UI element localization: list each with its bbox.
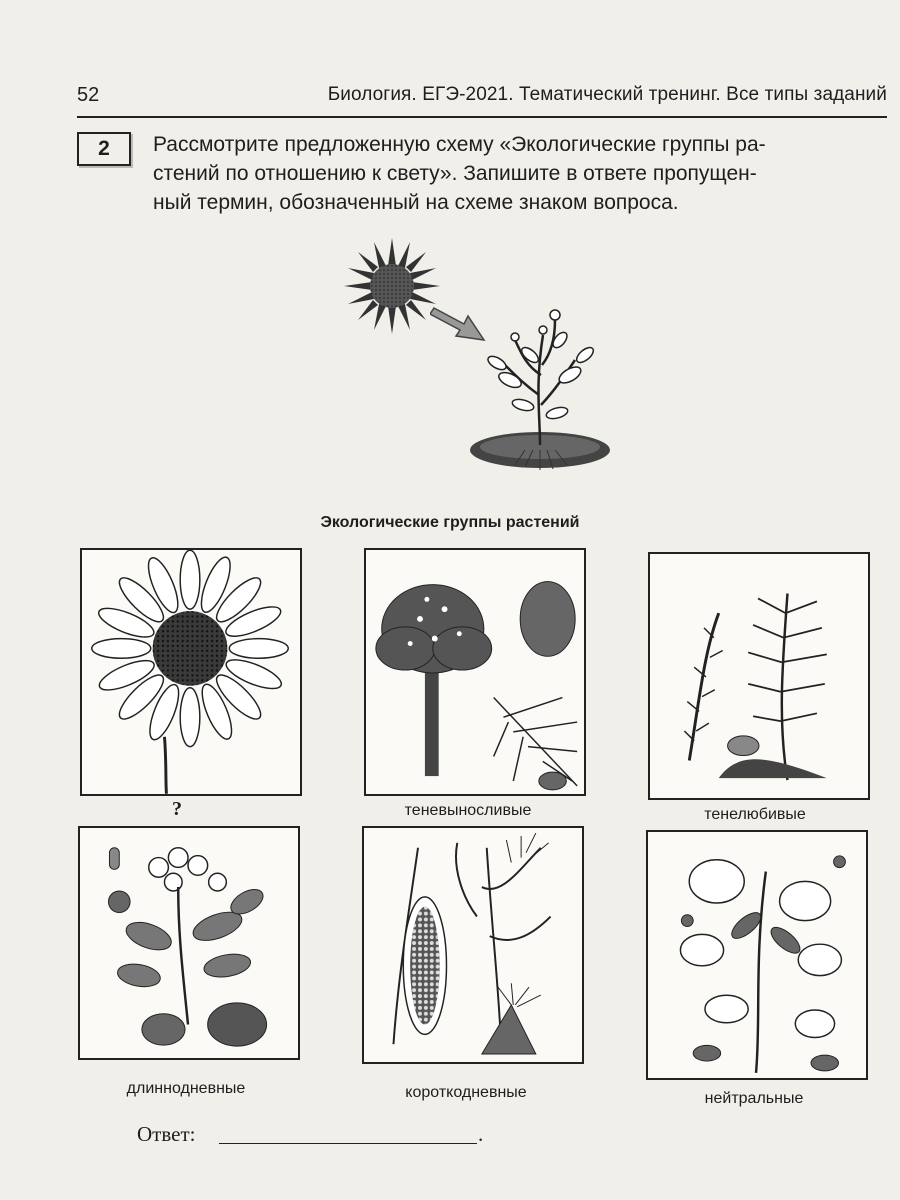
diagram-title: Экологические группы растений [320,514,580,531]
group-card-long-day [78,826,300,1060]
question-mark: ? [172,798,182,820]
task-text-line: стений по отношению к свету». Запишите в ответе пропущен- [153,162,757,185]
potted-plant-icon [455,295,625,475]
pea-plant-icon [648,832,866,1078]
group-card-neutral [646,830,868,1080]
unknown-group-card [80,548,302,796]
tree-cones-icon [366,550,584,794]
running-title: Биология. ЕГЭ-2021. Тематический тренинг. Все типы заданий [327,84,887,105]
group-label: длиннодневные [126,1080,246,1097]
group-label: теневыносливые [404,802,532,819]
sunflower-icon [82,550,300,794]
group-card-short-day [362,826,584,1064]
page-header [77,82,887,118]
moss-fern-icon [650,554,868,798]
page-number: 52 [77,84,100,106]
group-card-shade-tolerant [364,548,586,796]
task-text [153,130,888,217]
task-text-line: Рассмотрите предложенную схему «Экологические группы ра- [153,133,766,156]
group-label: тенелюбивые [704,806,806,823]
group-label: короткодневные [405,1084,527,1101]
task-number-box: 2 [77,132,131,166]
answer-input-line[interactable] [219,1143,477,1144]
answer-trailing-period: . [478,1122,484,1146]
sun-icon [342,236,442,336]
corn-plant-icon [364,828,582,1062]
group-card-shade-loving [648,552,870,800]
task-text-line: ный термин, обозначенный на схеме знаком вопроса. [153,191,679,214]
group-label: нейтральные [704,1090,804,1107]
potato-plant-icon [80,828,298,1058]
answer-label: Ответ: [137,1122,196,1146]
